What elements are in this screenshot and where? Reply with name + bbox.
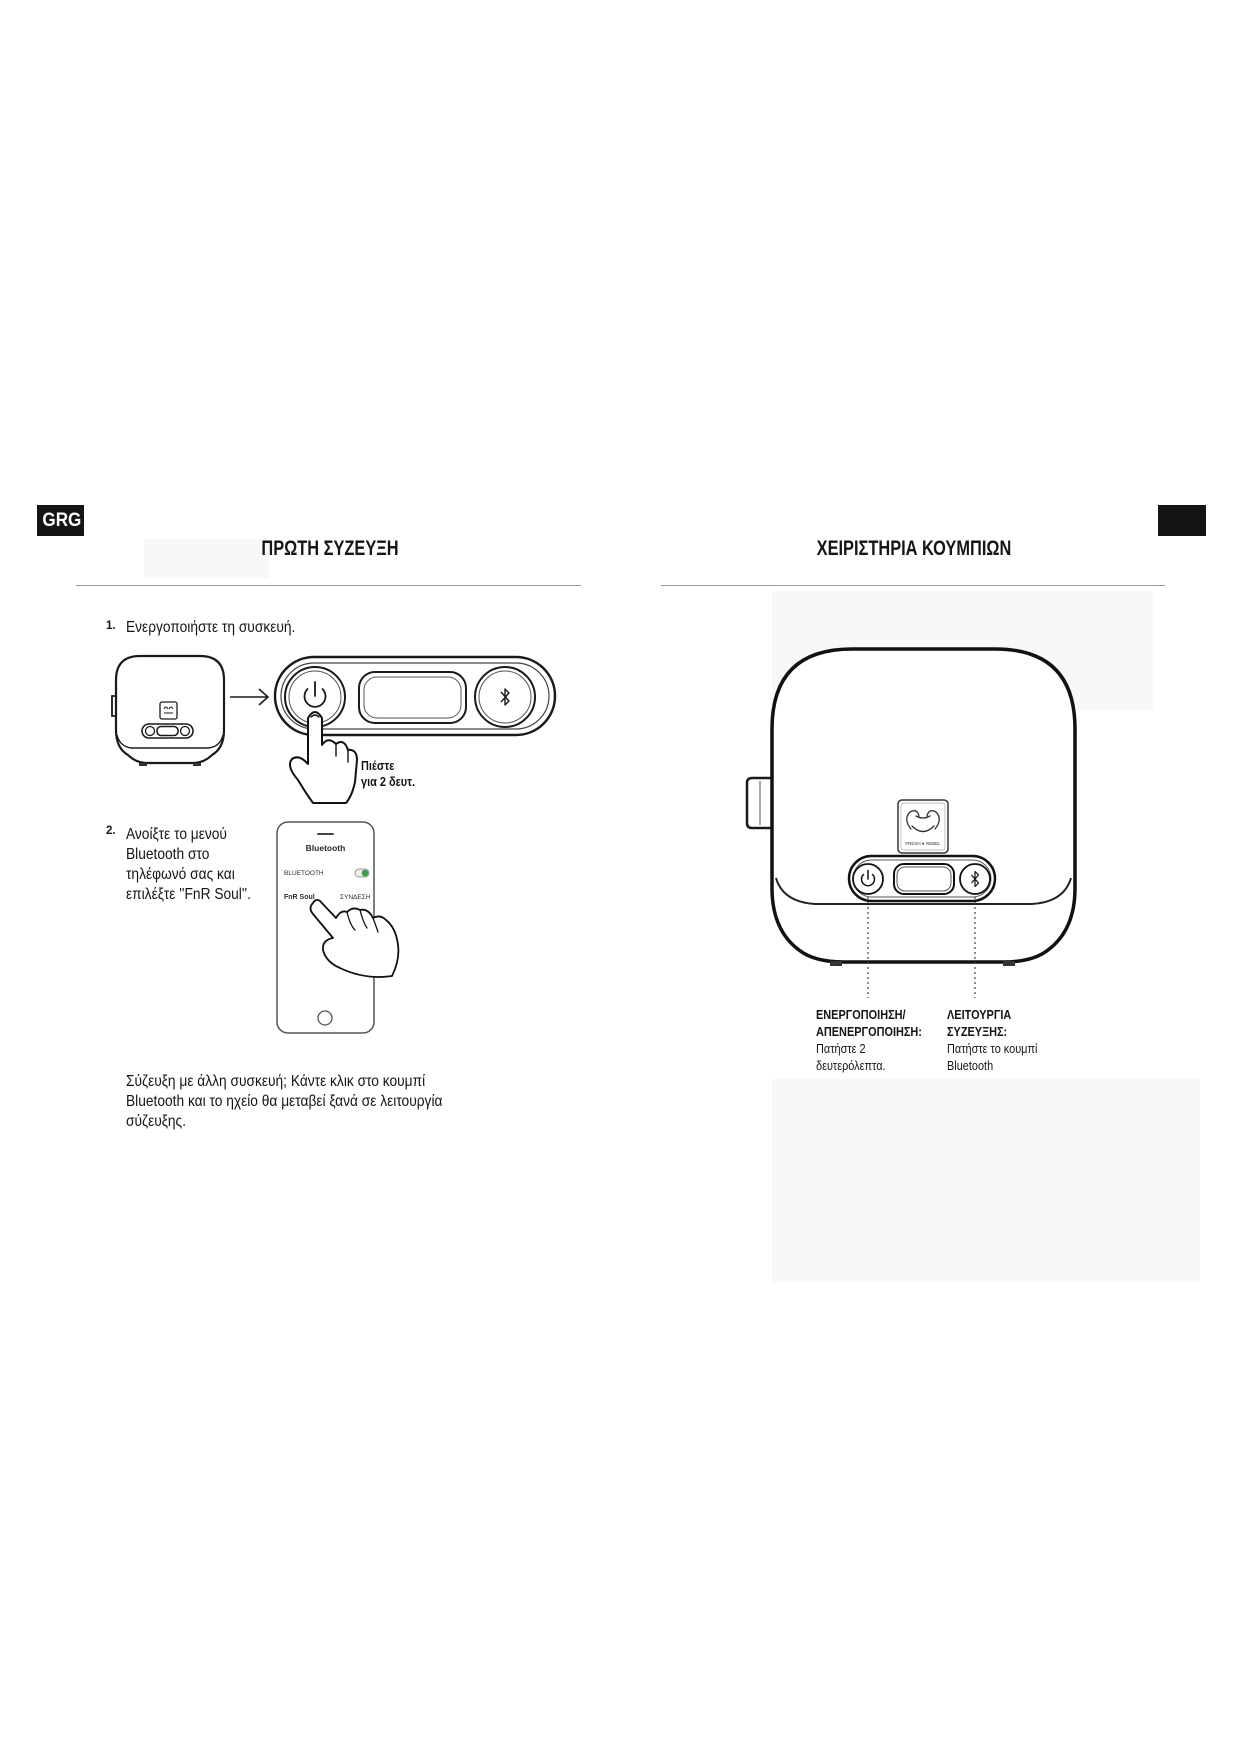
step-2-line: επιλέξτε ''FnR Soul''.: [126, 886, 251, 903]
pairing-callout-title: ΛΕΙΤΟΥΡΓΙΑ: [947, 1007, 1012, 1022]
speaker-control-bar: [849, 856, 995, 901]
speaker-logo-text: FRESH ● REBEL: [905, 841, 941, 846]
pairing-note: [126, 1072, 442, 1132]
step-2-number: 2.: [106, 825, 116, 837]
pairing-callout-desc: Πατήστε το κουμπί: [947, 1041, 1038, 1056]
divider-left: [76, 585, 581, 586]
step-2-line: τηλέφωνό σας και: [126, 866, 235, 883]
page-edge-tab: [1158, 505, 1206, 536]
power-callout-label: [816, 1006, 922, 1074]
speaker-foot: [830, 961, 842, 966]
pairing-callout-desc: Bluetooth: [947, 1058, 994, 1073]
language-tab: [37, 505, 84, 536]
section-title-first-pairing: ΠΡΩΤΗ ΣΥΖΕΥΞΗ: [261, 537, 399, 560]
phone-bluetooth-label: BLUETOOTH: [284, 870, 324, 877]
phone-device-status: ΣΥΝΔΕΣΗ: [340, 894, 371, 901]
speaker-small-foot: [193, 763, 201, 766]
hand-outline: [311, 900, 399, 977]
section-title-button-controls: ΧΕΙΡΙΣΤΗΡΙΑ ΚΟΥΜΠΙΩΝ: [816, 537, 1012, 560]
step-2-line: Bluetooth στο: [126, 846, 210, 863]
step-2-line: Ανοίξτε το μενού: [126, 826, 227, 843]
speaker-foot: [1003, 961, 1015, 966]
phone-device-name: FnR Soul: [284, 894, 315, 901]
pairing-callout-title: ΣΥΖΕΥΞΗΣ:: [947, 1024, 1008, 1039]
phone-screen-title: Bluetooth: [305, 843, 346, 853]
press-hint-line: για 2 δευτ.: [361, 774, 416, 789]
power-callout-title: ΕΝΕΡΓΟΠΟΙΗΣΗ/: [816, 1007, 906, 1022]
pairing-note-line: Bluetooth και το ηχείο θα μεταβεί ξανά σε λειτουργία: [126, 1093, 443, 1110]
step-2-text: [126, 825, 251, 905]
press-hint-line: Πιέστε: [361, 758, 395, 773]
power-callout-title: ΑΠΕΝΕΡΓΟΠΟΙΗΣΗ:: [816, 1024, 922, 1039]
speaker-small-logo-frame: [160, 702, 177, 719]
pairing-note-line: σύζευξης.: [126, 1113, 187, 1130]
speaker-small-logo: [160, 702, 177, 719]
power-callout-desc: δευτερόλεπτα.: [816, 1058, 886, 1073]
step-1-illustration: [100, 640, 570, 815]
pairing-note-line: Σύζευξη με άλλη συσκευή; Κάντε κλικ στο κουμπί: [126, 1073, 426, 1090]
scan-shading: [772, 1079, 1200, 1282]
speaker-small-foot: [139, 763, 147, 766]
speaker-small-control-bar: [142, 724, 193, 738]
language-tab-label: GRG: [42, 510, 82, 531]
pairing-callout-label: [947, 1006, 1037, 1074]
speaker-large-illustration: [740, 640, 1085, 1010]
divider-right: [661, 585, 1165, 586]
speaker-logo: [898, 800, 948, 853]
bluetooth-toggle: [355, 869, 369, 877]
step-1-number: 1.: [106, 620, 116, 632]
speaker-small-illustration: [112, 656, 224, 766]
toggle-knob: [362, 870, 369, 877]
tapping-hand-icon: [300, 895, 410, 990]
power-callout-desc: Πατήστε 2: [816, 1041, 866, 1056]
press-hint: [361, 758, 415, 790]
step-1-text: Ενεργοποιήστε τη συσκευή.: [126, 619, 296, 636]
arrow-right-icon: [230, 689, 268, 705]
